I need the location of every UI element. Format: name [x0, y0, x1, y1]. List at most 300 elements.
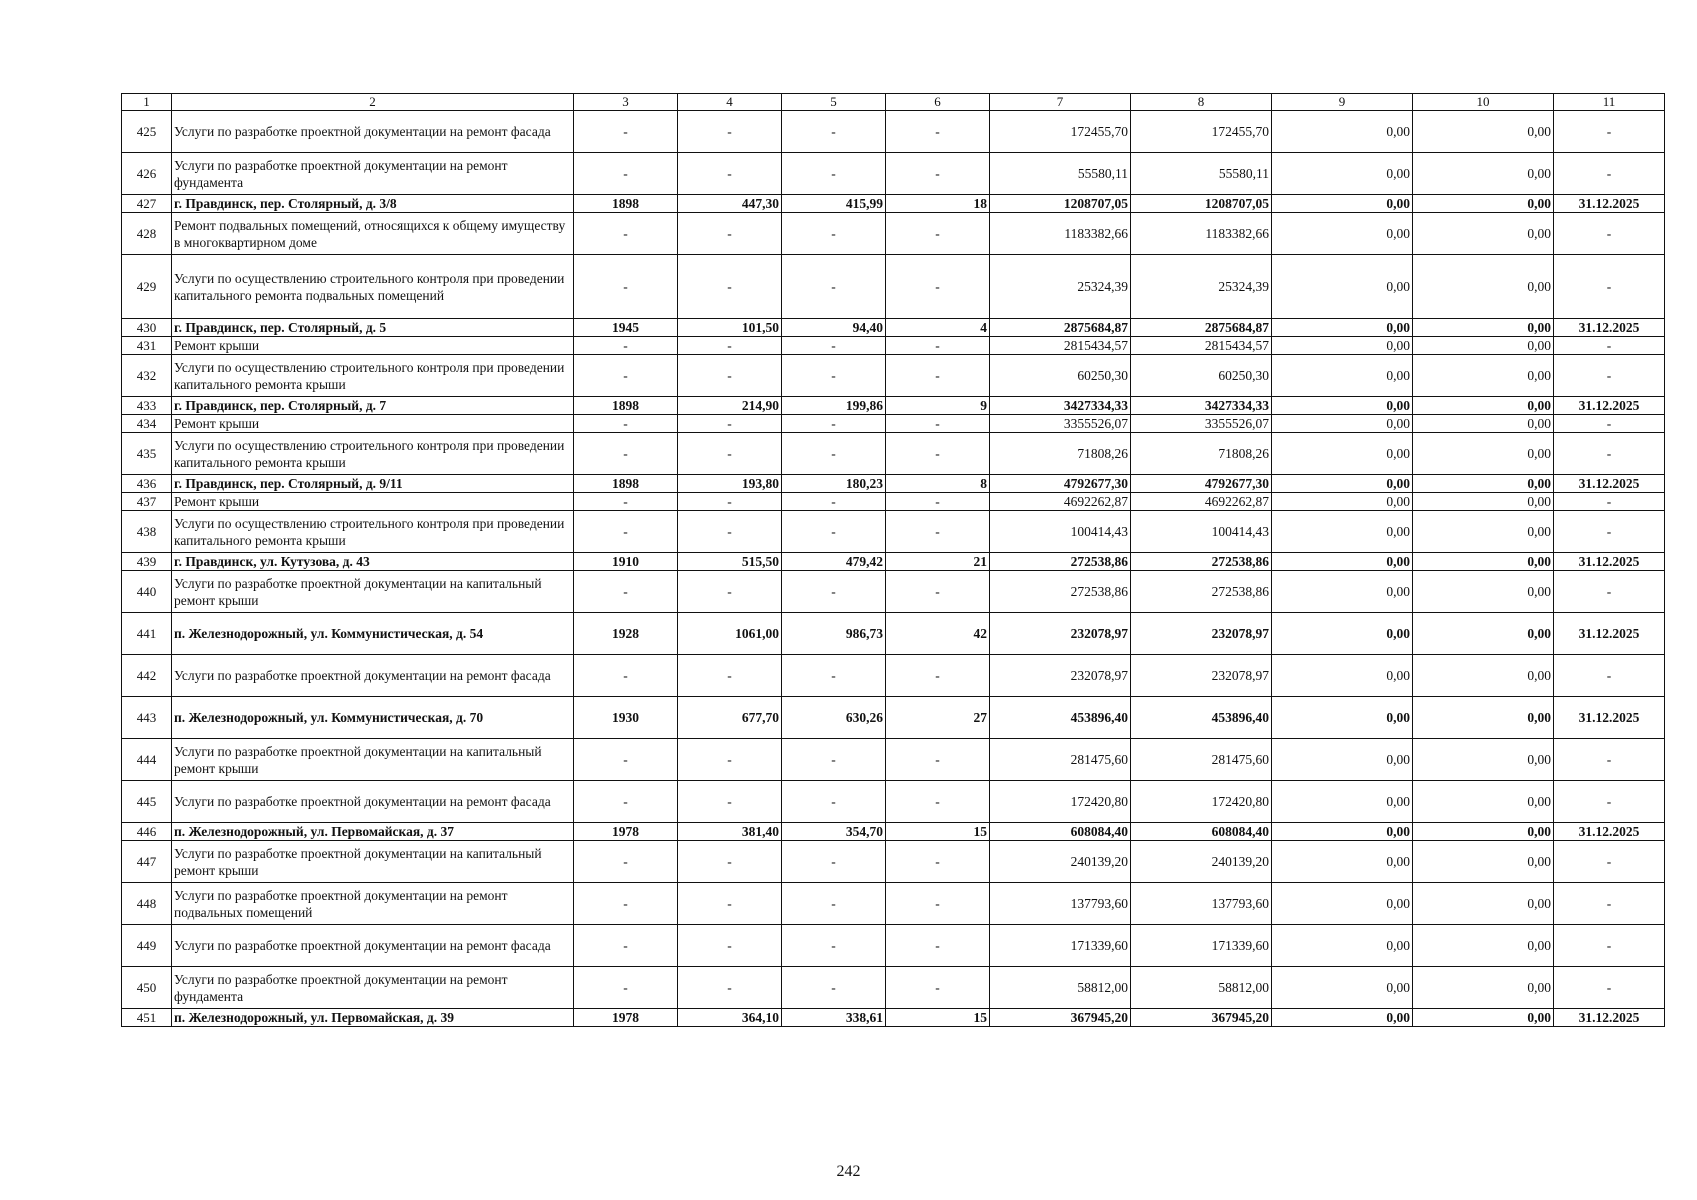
cost-fund-cell: 100414,43 — [1131, 511, 1272, 553]
area-living-cell: - — [782, 255, 886, 319]
row-number: 433 — [122, 397, 172, 415]
work-item-row — [122, 925, 1665, 967]
cost-other-cell: 0,00 — [1413, 111, 1554, 153]
cost-fund-cell: 4692262,87 — [1131, 493, 1272, 511]
year-cell: - — [574, 415, 678, 433]
cost-other-cell: 0,00 — [1413, 319, 1554, 337]
area-total-cell: 214,90 — [678, 397, 782, 415]
cost-budget-cell: 0,00 — [1272, 153, 1413, 195]
cost-budget-cell: 0,00 — [1272, 493, 1413, 511]
work-description: Услуги по осуществлению строительного контроля при проведении капитального ремонта крыши — [172, 511, 574, 553]
year-cell: 1978 — [574, 1009, 678, 1027]
area-total-cell: 193,80 — [678, 475, 782, 493]
work-description: г. Правдинск, пер. Столярный, д. 5 — [172, 319, 574, 337]
year-cell: - — [574, 355, 678, 397]
work-item-row — [122, 213, 1665, 255]
cost-fund-cell: 3427334,33 — [1131, 397, 1272, 415]
cost-other-cell: 0,00 — [1413, 493, 1554, 511]
document-table-container — [121, 93, 1664, 1027]
deadline-cell: 31.12.2025 — [1554, 697, 1665, 739]
residents-cell: - — [886, 493, 990, 511]
work-description: Услуги по разработке проектной документации на ремонт фасада — [172, 781, 574, 823]
deadline-cell: - — [1554, 433, 1665, 475]
area-total-cell: - — [678, 493, 782, 511]
cost-budget-cell: 0,00 — [1272, 319, 1413, 337]
area-total-cell: - — [678, 883, 782, 925]
work-description: п. Железнодорожный, ул. Первомайская, д. 39 — [172, 1009, 574, 1027]
address-row — [122, 553, 1665, 571]
area-total-cell: 447,30 — [678, 195, 782, 213]
deadline-cell: - — [1554, 739, 1665, 781]
area-total-cell: - — [678, 655, 782, 697]
year-cell: - — [574, 883, 678, 925]
cost-fund-cell: 137793,60 — [1131, 883, 1272, 925]
row-number: 451 — [122, 1009, 172, 1027]
row-number: 448 — [122, 883, 172, 925]
cost-budget-cell: 0,00 — [1272, 655, 1413, 697]
residents-cell: - — [886, 883, 990, 925]
cost-fund-cell: 4792677,30 — [1131, 475, 1272, 493]
row-number: 426 — [122, 153, 172, 195]
deadline-cell: - — [1554, 355, 1665, 397]
residents-cell: - — [886, 841, 990, 883]
area-total-cell: - — [678, 415, 782, 433]
cost-budget-cell: 0,00 — [1272, 571, 1413, 613]
work-description: г. Правдинск, ул. Кутузова, д. 43 — [172, 553, 574, 571]
area-total-cell: - — [678, 355, 782, 397]
row-number: 443 — [122, 697, 172, 739]
area-living-cell: - — [782, 213, 886, 255]
year-cell: - — [574, 153, 678, 195]
area-total-cell: - — [678, 781, 782, 823]
deadline-cell: - — [1554, 415, 1665, 433]
cost-budget-cell: 0,00 — [1272, 475, 1413, 493]
cost-budget-cell: 0,00 — [1272, 1009, 1413, 1027]
year-cell: - — [574, 571, 678, 613]
cost-total-cell: 453896,40 — [990, 697, 1131, 739]
cost-fund-cell: 25324,39 — [1131, 255, 1272, 319]
area-living-cell: - — [782, 337, 886, 355]
residents-cell: 15 — [886, 823, 990, 841]
work-item-row — [122, 739, 1665, 781]
cost-other-cell: 0,00 — [1413, 433, 1554, 475]
area-living-cell: 180,23 — [782, 475, 886, 493]
cost-fund-cell: 58812,00 — [1131, 967, 1272, 1009]
cost-fund-cell: 367945,20 — [1131, 1009, 1272, 1027]
area-total-cell: - — [678, 153, 782, 195]
cost-other-cell: 0,00 — [1413, 823, 1554, 841]
work-description: Услуги по разработке проектной документации на капитальный ремонт крыши — [172, 571, 574, 613]
residents-cell: - — [886, 781, 990, 823]
cost-fund-cell: 71808,26 — [1131, 433, 1272, 475]
row-number: 430 — [122, 319, 172, 337]
area-living-cell: - — [782, 841, 886, 883]
repair-program-table — [121, 93, 1665, 1027]
work-description: п. Железнодорожный, ул. Первомайская, д. 37 — [172, 823, 574, 841]
residents-cell: - — [886, 337, 990, 355]
work-description: Ремонт подвальных помещений, относящихся к общему имуществу в многоквартирном доме — [172, 213, 574, 255]
cost-budget-cell: 0,00 — [1272, 553, 1413, 571]
area-living-cell: 630,26 — [782, 697, 886, 739]
cost-budget-cell: 0,00 — [1272, 739, 1413, 781]
residents-cell: 27 — [886, 697, 990, 739]
year-cell: 1910 — [574, 553, 678, 571]
cost-fund-cell: 281475,60 — [1131, 739, 1272, 781]
area-living-cell: 94,40 — [782, 319, 886, 337]
cost-fund-cell: 60250,30 — [1131, 355, 1272, 397]
area-living-cell: - — [782, 655, 886, 697]
area-living-cell: - — [782, 883, 886, 925]
work-item-row — [122, 111, 1665, 153]
column-number-header — [122, 94, 1665, 111]
cost-fund-cell: 272538,86 — [1131, 553, 1272, 571]
cost-other-cell: 0,00 — [1413, 781, 1554, 823]
cost-total-cell: 55580,11 — [990, 153, 1131, 195]
cost-total-cell: 71808,26 — [990, 433, 1131, 475]
work-description: Услуги по разработке проектной документации на ремонт фундамента — [172, 153, 574, 195]
column-header: 10 — [1413, 94, 1554, 111]
cost-total-cell: 4792677,30 — [990, 475, 1131, 493]
work-item-row — [122, 511, 1665, 553]
cost-other-cell: 0,00 — [1413, 355, 1554, 397]
row-number: 436 — [122, 475, 172, 493]
area-living-cell: - — [782, 355, 886, 397]
column-header: 2 — [172, 94, 574, 111]
cost-budget-cell: 0,00 — [1272, 697, 1413, 739]
cost-fund-cell: 232078,97 — [1131, 613, 1272, 655]
cost-total-cell: 171339,60 — [990, 925, 1131, 967]
cost-total-cell: 2815434,57 — [990, 337, 1131, 355]
work-item-row — [122, 493, 1665, 511]
row-number: 447 — [122, 841, 172, 883]
area-living-cell: - — [782, 967, 886, 1009]
row-number: 444 — [122, 739, 172, 781]
cost-other-cell: 0,00 — [1413, 153, 1554, 195]
deadline-cell: 31.12.2025 — [1554, 1009, 1665, 1027]
area-total-cell: - — [678, 841, 782, 883]
cost-other-cell: 0,00 — [1413, 1009, 1554, 1027]
cost-other-cell: 0,00 — [1413, 475, 1554, 493]
residents-cell: - — [886, 511, 990, 553]
area-total-cell: - — [678, 255, 782, 319]
area-living-cell: - — [782, 433, 886, 475]
cost-total-cell: 281475,60 — [990, 739, 1131, 781]
row-number: 445 — [122, 781, 172, 823]
deadline-cell: 31.12.2025 — [1554, 319, 1665, 337]
year-cell: 1898 — [574, 397, 678, 415]
cost-other-cell: 0,00 — [1413, 571, 1554, 613]
year-cell: - — [574, 739, 678, 781]
cost-other-cell: 0,00 — [1413, 397, 1554, 415]
area-living-cell: 986,73 — [782, 613, 886, 655]
column-header: 8 — [1131, 94, 1272, 111]
address-row — [122, 697, 1665, 739]
cost-fund-cell: 2875684,87 — [1131, 319, 1272, 337]
work-description: г. Правдинск, пер. Столярный, д. 3/8 — [172, 195, 574, 213]
cost-total-cell: 2875684,87 — [990, 319, 1131, 337]
cost-other-cell: 0,00 — [1413, 883, 1554, 925]
cost-fund-cell: 240139,20 — [1131, 841, 1272, 883]
cost-fund-cell: 55580,11 — [1131, 153, 1272, 195]
cost-total-cell: 367945,20 — [990, 1009, 1131, 1027]
cost-other-cell: 0,00 — [1413, 613, 1554, 655]
row-number: 450 — [122, 967, 172, 1009]
column-header: 3 — [574, 94, 678, 111]
work-description: Услуги по разработке проектной документации на капитальный ремонт крыши — [172, 739, 574, 781]
cost-budget-cell: 0,00 — [1272, 925, 1413, 967]
cost-budget-cell: 0,00 — [1272, 355, 1413, 397]
work-description: Услуги по осуществлению строительного контроля при проведении капитального ремонта крыши — [172, 433, 574, 475]
deadline-cell: 31.12.2025 — [1554, 397, 1665, 415]
row-number: 427 — [122, 195, 172, 213]
year-cell: - — [574, 337, 678, 355]
deadline-cell: 31.12.2025 — [1554, 823, 1665, 841]
cost-total-cell: 272538,86 — [990, 571, 1131, 613]
deadline-cell: - — [1554, 337, 1665, 355]
row-number: 449 — [122, 925, 172, 967]
row-number: 441 — [122, 613, 172, 655]
cost-total-cell: 608084,40 — [990, 823, 1131, 841]
cost-budget-cell: 0,00 — [1272, 397, 1413, 415]
area-living-cell: - — [782, 415, 886, 433]
area-living-cell: 479,42 — [782, 553, 886, 571]
residents-cell: - — [886, 433, 990, 475]
cost-budget-cell: 0,00 — [1272, 841, 1413, 883]
cost-fund-cell: 232078,97 — [1131, 655, 1272, 697]
work-item-row — [122, 153, 1665, 195]
area-living-cell: - — [782, 511, 886, 553]
residents-cell: - — [886, 415, 990, 433]
work-item-row — [122, 967, 1665, 1009]
year-cell: - — [574, 925, 678, 967]
area-total-cell: - — [678, 337, 782, 355]
residents-cell: 21 — [886, 553, 990, 571]
year-cell: 1978 — [574, 823, 678, 841]
cost-fund-cell: 171339,60 — [1131, 925, 1272, 967]
work-description: Услуги по осуществлению строительного контроля при проведении капитального ремонта подвальных помещений — [172, 255, 574, 319]
deadline-cell: - — [1554, 841, 1665, 883]
column-header: 9 — [1272, 94, 1413, 111]
area-living-cell: 415,99 — [782, 195, 886, 213]
residents-cell: 9 — [886, 397, 990, 415]
cost-total-cell: 172420,80 — [990, 781, 1131, 823]
year-cell: - — [574, 967, 678, 1009]
page-number: 242 — [836, 1163, 861, 1180]
address-row — [122, 195, 1665, 213]
cost-total-cell: 1183382,66 — [990, 213, 1131, 255]
cost-budget-cell: 0,00 — [1272, 213, 1413, 255]
work-description: Ремонт крыши — [172, 337, 574, 355]
cost-fund-cell: 1208707,05 — [1131, 195, 1272, 213]
deadline-cell: - — [1554, 925, 1665, 967]
deadline-cell: 31.12.2025 — [1554, 613, 1665, 655]
residents-cell: - — [886, 739, 990, 781]
column-header: 5 — [782, 94, 886, 111]
cost-fund-cell: 172420,80 — [1131, 781, 1272, 823]
work-item-row — [122, 883, 1665, 925]
residents-cell: 8 — [886, 475, 990, 493]
year-cell: - — [574, 255, 678, 319]
cost-total-cell: 3355526,07 — [990, 415, 1131, 433]
work-description: Ремонт крыши — [172, 493, 574, 511]
year-cell: - — [574, 655, 678, 697]
cost-other-cell: 0,00 — [1413, 655, 1554, 697]
year-cell: - — [574, 111, 678, 153]
residents-cell: - — [886, 255, 990, 319]
area-total-cell: 1061,00 — [678, 613, 782, 655]
deadline-cell: - — [1554, 883, 1665, 925]
cost-other-cell: 0,00 — [1413, 195, 1554, 213]
residents-cell: 42 — [886, 613, 990, 655]
cost-fund-cell: 1183382,66 — [1131, 213, 1272, 255]
row-number: 446 — [122, 823, 172, 841]
cost-other-cell: 0,00 — [1413, 415, 1554, 433]
row-number: 435 — [122, 433, 172, 475]
row-number: 434 — [122, 415, 172, 433]
cost-total-cell: 58812,00 — [990, 967, 1131, 1009]
area-total-cell: - — [678, 925, 782, 967]
column-header: 1 — [122, 94, 172, 111]
deadline-cell: - — [1554, 967, 1665, 1009]
work-description: Услуги по разработке проектной документации на ремонт фасада — [172, 111, 574, 153]
address-row — [122, 823, 1665, 841]
cost-total-cell: 172455,70 — [990, 111, 1131, 153]
row-number: 432 — [122, 355, 172, 397]
residents-cell: - — [886, 655, 990, 697]
deadline-cell: - — [1554, 213, 1665, 255]
cost-budget-cell: 0,00 — [1272, 781, 1413, 823]
work-item-row — [122, 337, 1665, 355]
year-cell: 1930 — [574, 697, 678, 739]
cost-total-cell: 25324,39 — [990, 255, 1131, 319]
area-living-cell: - — [782, 153, 886, 195]
year-cell: 1898 — [574, 475, 678, 493]
cost-total-cell: 240139,20 — [990, 841, 1131, 883]
cost-other-cell: 0,00 — [1413, 925, 1554, 967]
area-total-cell: 677,70 — [678, 697, 782, 739]
year-cell: 1945 — [574, 319, 678, 337]
cost-budget-cell: 0,00 — [1272, 415, 1413, 433]
cost-other-cell: 0,00 — [1413, 697, 1554, 739]
cost-budget-cell: 0,00 — [1272, 511, 1413, 553]
area-total-cell: - — [678, 433, 782, 475]
year-cell: - — [574, 493, 678, 511]
residents-cell: - — [886, 571, 990, 613]
cost-total-cell: 100414,43 — [990, 511, 1131, 553]
row-number: 429 — [122, 255, 172, 319]
cost-other-cell: 0,00 — [1413, 337, 1554, 355]
work-item-row — [122, 355, 1665, 397]
deadline-cell: - — [1554, 655, 1665, 697]
row-number: 439 — [122, 553, 172, 571]
year-cell: - — [574, 433, 678, 475]
row-number: 425 — [122, 111, 172, 153]
row-number: 428 — [122, 213, 172, 255]
work-item-row — [122, 571, 1665, 613]
work-description: г. Правдинск, пер. Столярный, д. 7 — [172, 397, 574, 415]
cost-fund-cell: 2815434,57 — [1131, 337, 1272, 355]
cost-budget-cell: 0,00 — [1272, 433, 1413, 475]
deadline-cell: - — [1554, 781, 1665, 823]
year-cell: 1898 — [574, 195, 678, 213]
table-body — [122, 94, 1665, 1027]
area-total-cell: 381,40 — [678, 823, 782, 841]
cost-fund-cell: 453896,40 — [1131, 697, 1272, 739]
deadline-cell: 31.12.2025 — [1554, 475, 1665, 493]
address-row — [122, 397, 1665, 415]
address-row — [122, 319, 1665, 337]
area-total-cell: - — [678, 213, 782, 255]
year-cell: - — [574, 213, 678, 255]
cost-total-cell: 60250,30 — [990, 355, 1131, 397]
cost-fund-cell: 3355526,07 — [1131, 415, 1272, 433]
work-item-row — [122, 433, 1665, 475]
row-number: 437 — [122, 493, 172, 511]
address-row — [122, 613, 1665, 655]
work-item-row — [122, 415, 1665, 433]
cost-total-cell: 137793,60 — [990, 883, 1131, 925]
residents-cell: 4 — [886, 319, 990, 337]
deadline-cell: - — [1554, 571, 1665, 613]
residents-cell: 15 — [886, 1009, 990, 1027]
area-total-cell: - — [678, 739, 782, 781]
area-total-cell: - — [678, 111, 782, 153]
work-description: Услуги по разработке проектной документации на ремонт фундамента — [172, 967, 574, 1009]
work-description: Услуги по разработке проектной документации на ремонт фасада — [172, 925, 574, 967]
area-living-cell: 338,61 — [782, 1009, 886, 1027]
residents-cell: - — [886, 967, 990, 1009]
cost-other-cell: 0,00 — [1413, 841, 1554, 883]
area-total-cell: 364,10 — [678, 1009, 782, 1027]
work-description: г. Правдинск, пер. Столярный, д. 9/11 — [172, 475, 574, 493]
deadline-cell: 31.12.2025 — [1554, 195, 1665, 213]
work-description: Услуги по разработке проектной документации на ремонт подвальных помещений — [172, 883, 574, 925]
work-description: п. Железнодорожный, ул. Коммунистическая, д. 70 — [172, 697, 574, 739]
residents-cell: - — [886, 213, 990, 255]
column-header: 11 — [1554, 94, 1665, 111]
area-total-cell: - — [678, 571, 782, 613]
deadline-cell: - — [1554, 153, 1665, 195]
cost-total-cell: 232078,97 — [990, 655, 1131, 697]
area-living-cell: 354,70 — [782, 823, 886, 841]
area-total-cell: - — [678, 967, 782, 1009]
work-item-row — [122, 841, 1665, 883]
year-cell: 1928 — [574, 613, 678, 655]
cost-fund-cell: 272538,86 — [1131, 571, 1272, 613]
residents-cell: - — [886, 111, 990, 153]
column-header: 7 — [990, 94, 1131, 111]
address-row — [122, 1009, 1665, 1027]
cost-total-cell: 272538,86 — [990, 553, 1131, 571]
area-total-cell: - — [678, 511, 782, 553]
area-living-cell: - — [782, 493, 886, 511]
work-item-row — [122, 255, 1665, 319]
cost-fund-cell: 172455,70 — [1131, 111, 1272, 153]
residents-cell: 18 — [886, 195, 990, 213]
cost-budget-cell: 0,00 — [1272, 195, 1413, 213]
work-description: Услуги по разработке проектной документации на капитальный ремонт крыши — [172, 841, 574, 883]
area-living-cell: - — [782, 781, 886, 823]
work-item-row — [122, 781, 1665, 823]
year-cell: - — [574, 511, 678, 553]
row-number: 438 — [122, 511, 172, 553]
deadline-cell: - — [1554, 111, 1665, 153]
residents-cell: - — [886, 355, 990, 397]
column-header: 4 — [678, 94, 782, 111]
cost-other-cell: 0,00 — [1413, 739, 1554, 781]
area-living-cell: 199,86 — [782, 397, 886, 415]
cost-budget-cell: 0,00 — [1272, 823, 1413, 841]
